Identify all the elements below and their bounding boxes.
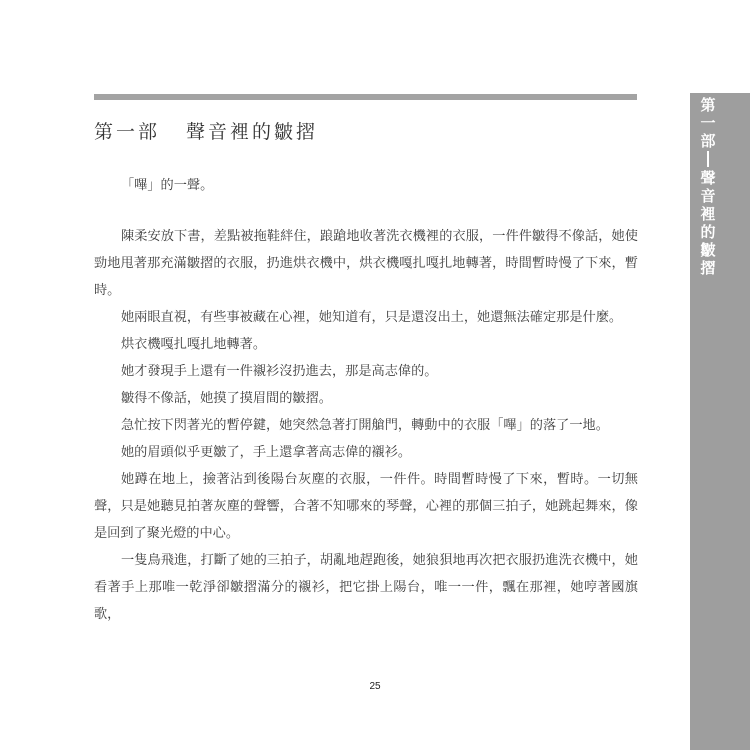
paragraph: 她兩眼直視，有些事被藏在心裡，她知道有，只是還沒出土，她還無法確定那是什麼。 [121,310,623,325]
side-tab-char: 第 [700,96,716,114]
paragraph: 烘衣機嘎扎嘎扎地轉著。 [121,337,267,352]
header-rule [94,94,637,100]
paragraph: 一隻鳥飛進，打斷了她的三拍子，胡亂地趕跑後，她狼狽地再次把衣服扔進洗衣機中，她看著手上那唯一乾淨卻皺摺滿分的襯衫，把它掛上陽台，唯一一件，飄在那裡，她哼著國旗歌， [94,553,638,622]
paragraph: 陳柔安放下書，差點被拖鞋絆住，踉蹌地收著洗衣機裡的衣服，一件件皺得不像話，她使勁地甩著那充滿皺摺的衣服，扔進烘衣機中，烘衣機嘎扎嘎扎地轉著，時間暫時慢了下來，暫時。 [94,229,638,298]
paragraph: 她蹲在地上，撿著沾到後陽台灰塵的衣服，一件件。時間暫時慢了下來，暫時。一切無聲，只是她聽見拍著灰塵的聲響，合著不知哪來的琴聲，心裡的那個三拍子，她跳起舞來，像是回到了聚光燈的中心。 [94,472,638,541]
side-tab [690,93,750,750]
chapter-heading [94,117,318,144]
chapter-part: 第一部 [94,121,161,143]
paragraph: 「嗶」的一聲。 [121,178,214,193]
side-tab-char: 部 [700,132,716,150]
side-tab-char: 的 [700,223,716,241]
paragraph: 急忙按下閃著光的暫停鍵，她突然急著打開艙門，轉動中的衣服「嗶」的落了一地。 [121,418,609,433]
paragraph: 她的眉頭似乎更皺了，手上還拿著高志偉的襯衫。 [121,445,412,460]
side-tab-char: 音 [700,187,716,205]
page-number: 25 [369,681,381,692]
body-text [94,172,638,628]
side-tab-char: 聲 [700,169,716,187]
side-tab-char: 摺 [700,259,716,277]
paragraph: 皺得不像話，她摸了摸眉間的皺摺。 [121,391,332,406]
paragraph: 她才發現手上還有一件襯衫沒扔進去，那是高志偉的。 [121,364,438,379]
side-tab-char: 一 [700,114,716,132]
side-tab-dash [690,151,726,169]
chapter-title: 聲音裡的皺摺 [186,121,319,143]
side-tab-char: 裡 [700,205,716,223]
side-tab-char: 皺 [700,241,716,259]
side-tab-label [690,96,726,277]
